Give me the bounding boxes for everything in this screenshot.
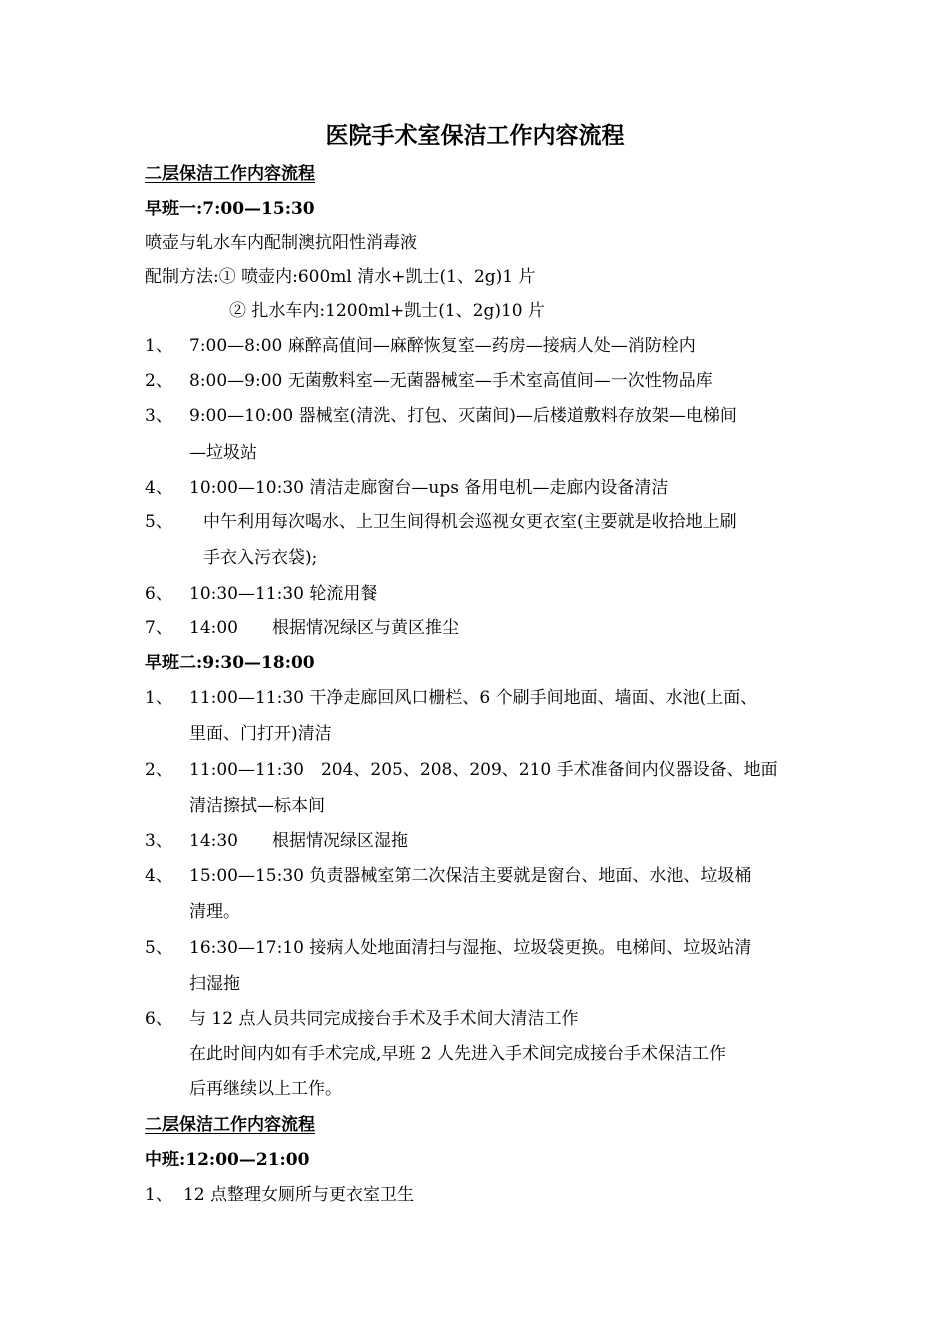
list-item-text: 后再继续以上工作。: [189, 1079, 342, 1099]
list-item-number: 1、: [145, 336, 173, 356]
list-item-number: 4、: [145, 478, 173, 498]
list-item-text: 扫湿拖: [189, 974, 240, 994]
list-item-text: —垃圾站: [189, 443, 257, 463]
list-item-text: 14:00 根据情况绿区与黄区推尘: [189, 618, 459, 638]
list-item-text: 7:00—8:00 麻醉高值间—麻醉恢复室—药房—接病人处—消防栓内: [189, 336, 696, 356]
list-item-text: 16:30—17:10 接病人处地面清扫与湿拖、垃圾袋更换。电梯间、垃圾站清: [189, 938, 752, 958]
list-item-text: 清理。: [189, 902, 240, 922]
paragraph-text: ② 扎水车内:1200ml+凯士(1、2g)10 片: [229, 301, 546, 321]
list-item-number: 2、: [145, 760, 173, 780]
shift-label: 早班一:7:00—15:30: [145, 199, 315, 219]
list-item-text: 11:00—11:30 干净走廊回风口栅栏、6 个刷手间地面、墙面、水池(上面、: [189, 688, 758, 708]
list-item-number: 5、: [145, 512, 173, 532]
list-item-text: 手衣入污衣袋);: [203, 548, 318, 568]
list-item-number: 4、: [145, 866, 173, 886]
list-item-number: 1、: [145, 1185, 173, 1205]
list-item-text: 在此时间内如有手术完成,早班 2 人先进入手术间完成接台手术保洁工作: [189, 1044, 727, 1064]
list-item-text: 里面、门打开)清洁: [189, 724, 332, 744]
list-item-number: 6、: [145, 584, 173, 604]
list-item-number: 6、: [145, 1009, 173, 1029]
list-item-number: 1、: [145, 688, 173, 708]
list-item-number: 3、: [145, 406, 173, 426]
list-item-text: 10:30—11:30 轮流用餐: [189, 584, 378, 604]
list-item-number: 7、: [145, 618, 173, 638]
list-item-number: 5、: [145, 938, 173, 958]
list-item-text: 14:30 根据情况绿区湿拖: [189, 831, 408, 851]
list-item-text: 15:00—15:30 负责器械室第二次保洁主要就是窗台、地面、水池、垃圾桶: [189, 866, 752, 886]
list-item-text: 11:00—11:30 204、205、208、209、210 手术准备间内仪器设备、地面: [189, 760, 778, 780]
document-title: 医院手术室保洁工作内容流程: [325, 122, 625, 149]
paragraph-text: 喷壶与轧水车内配制澳抗阳性消毒液: [145, 233, 417, 253]
list-item-text: 9:00—10:00 器械室(清洗、打包、灭菌间)—后楼道敷料存放架—电梯间: [189, 406, 737, 426]
list-item-number: 2、: [145, 371, 173, 391]
list-item-text: 与 12 点人员共同完成接台手术及手术间大清洁工作: [189, 1009, 579, 1029]
list-item-text: 12 点整理女厕所与更衣室卫生: [183, 1185, 415, 1205]
shift-label: 早班二:9:30—18:00: [145, 653, 315, 673]
list-item-text: 中午利用每次喝水、上卫生间得机会巡视女更衣室(主要就是收拾地上刷: [203, 512, 737, 532]
section-heading: 二层保洁工作内容流程: [145, 1115, 315, 1135]
shift-label: 中班:12:00—21:00: [145, 1150, 310, 1170]
paragraph-text: 配制方法:① 喷壶内:600ml 清水+凯士(1、2g)1 片: [145, 267, 536, 287]
list-item-number: 3、: [145, 831, 173, 851]
list-item-text: 8:00—9:00 无菌敷料室—无菌器械室—手术室高值间—一次性物品库: [189, 371, 713, 391]
list-item-text: 10:00—10:30 清洁走廊窗台—ups 备用电机—走廊内设备清洁: [189, 478, 669, 498]
section-heading: 二层保洁工作内容流程: [145, 164, 315, 184]
list-item-text: 清洁擦拭—标本间: [189, 796, 325, 816]
